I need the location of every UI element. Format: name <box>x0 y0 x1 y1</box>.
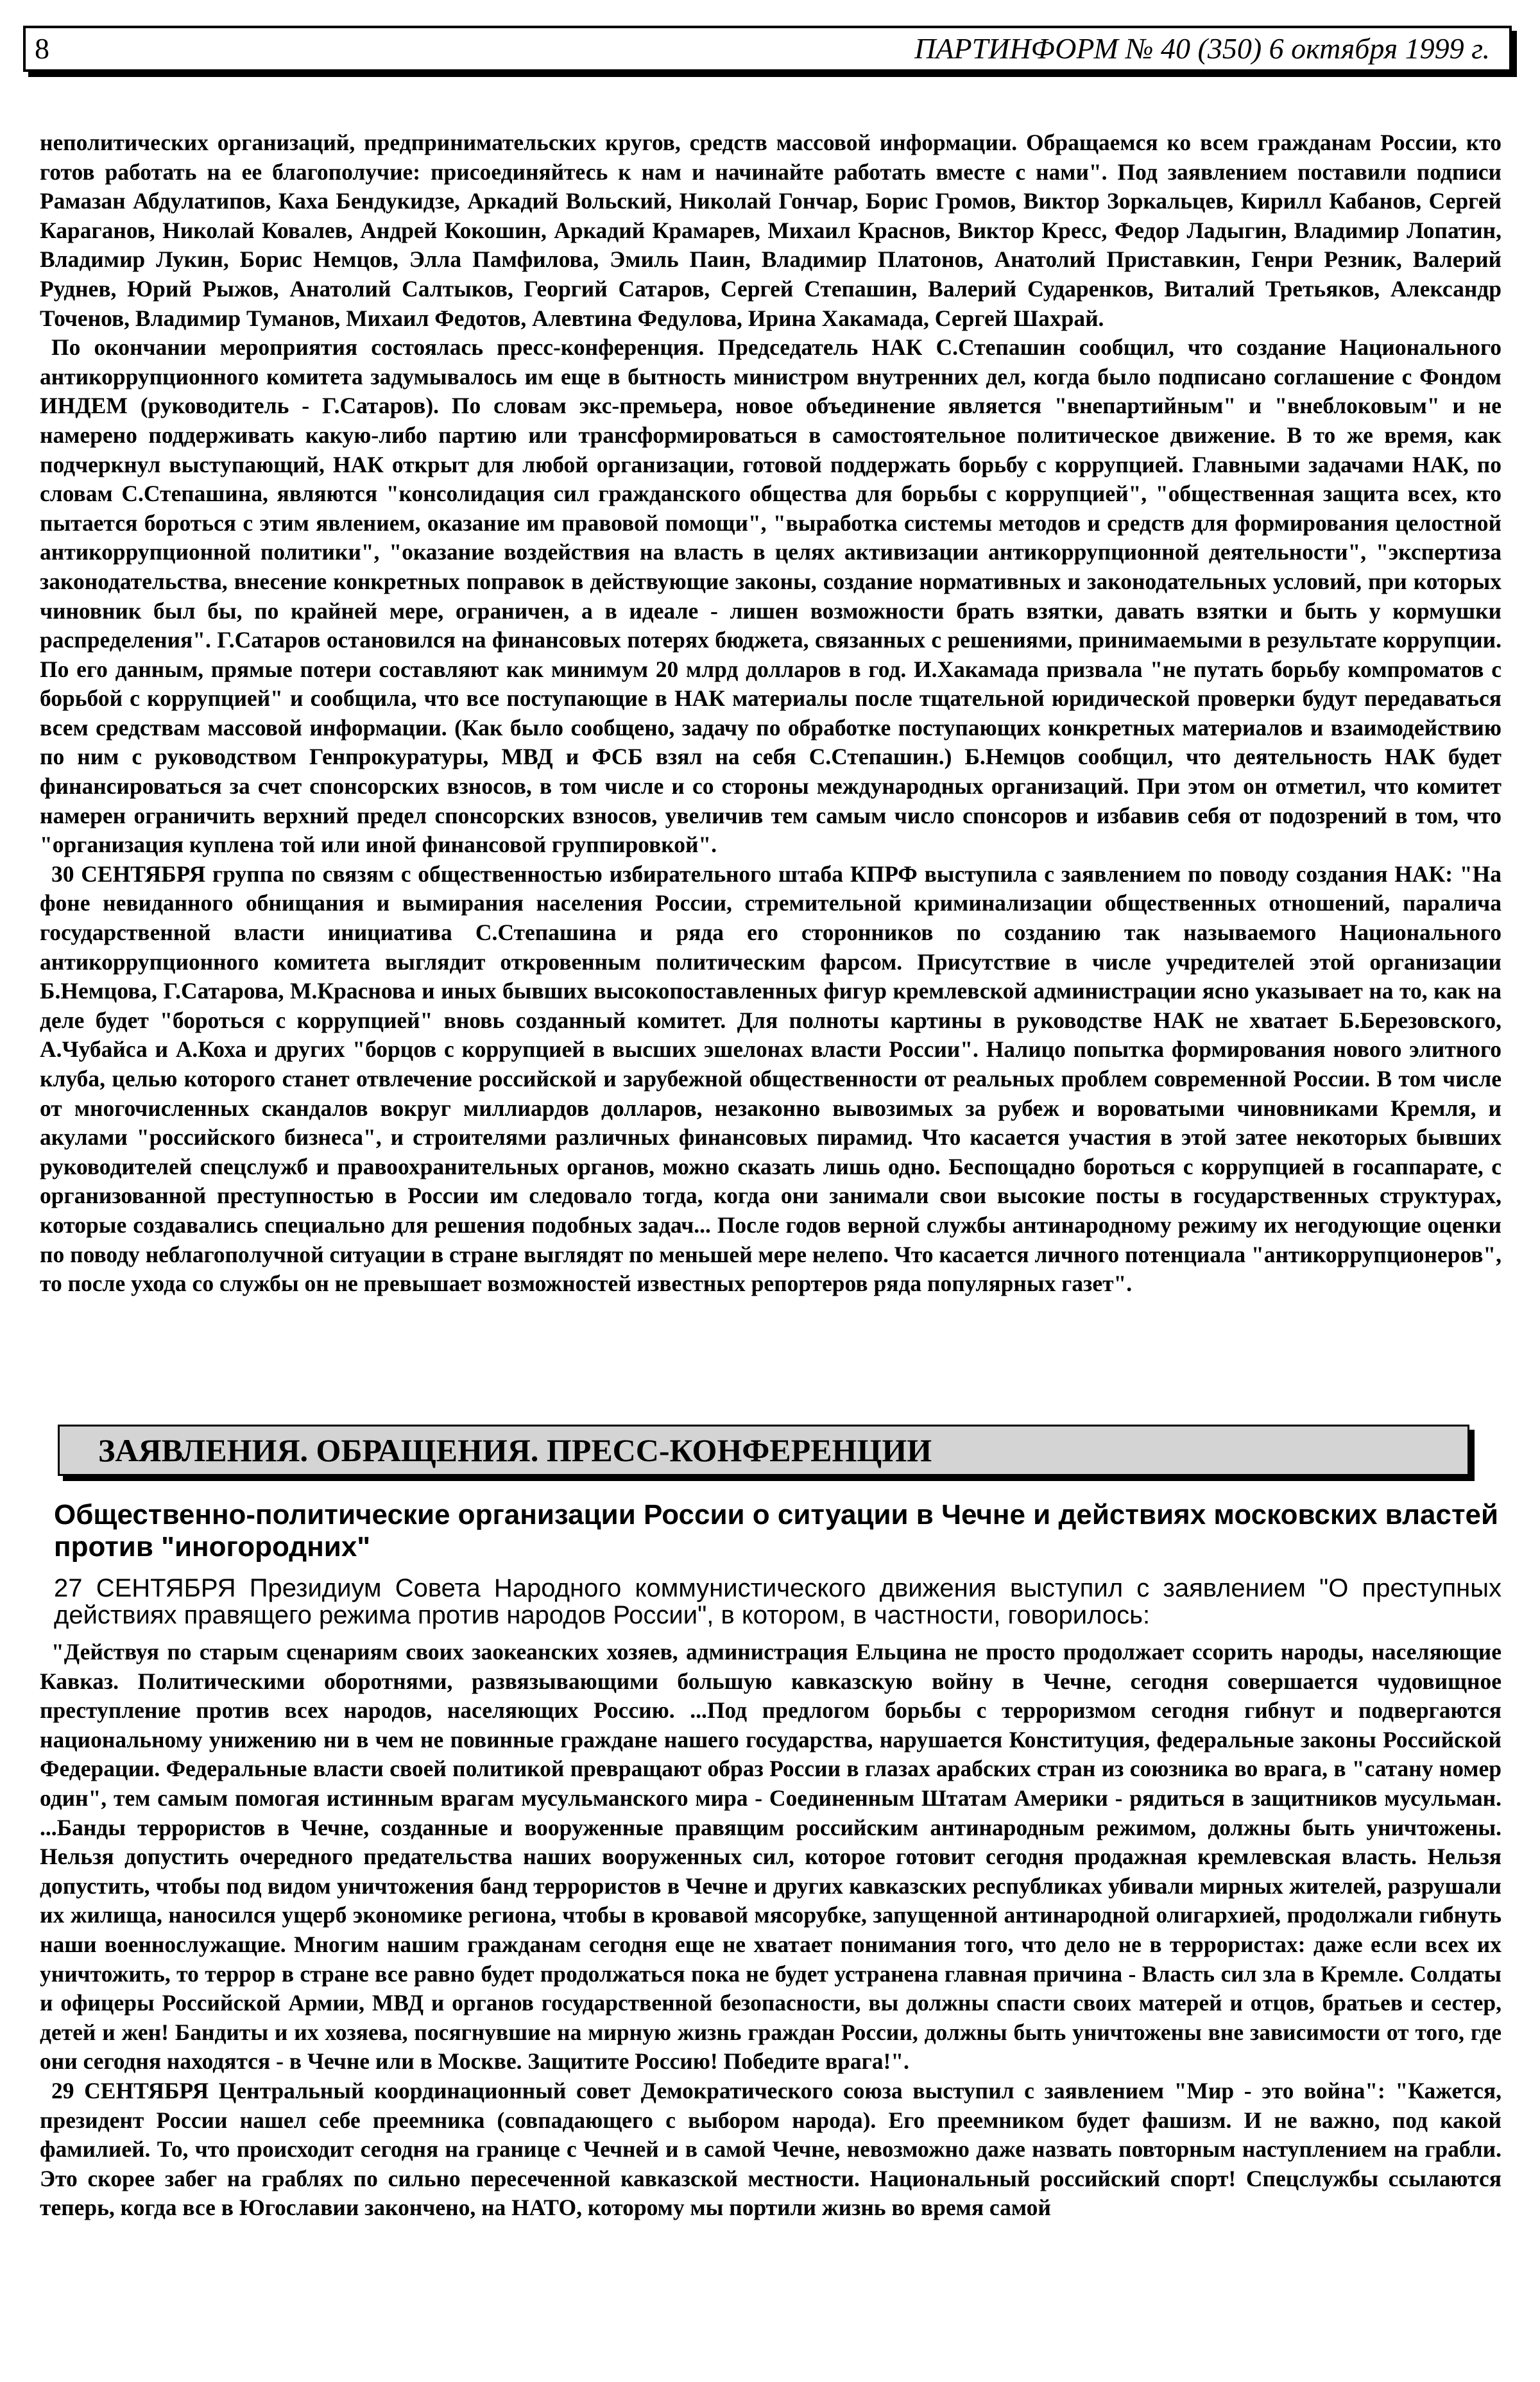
continued-article <box>40 128 1502 1299</box>
page-number: 8 <box>35 32 49 65</box>
article-title: Общественно-политические организации России о ситуации в Чечне и действиях московских властей против "иногородних" <box>54 1499 1499 1563</box>
article-lead: 27 СЕНТЯБРЯ Президиум Совета Народного коммунистического движения выступил с заявлением "О преступных действиях правящего режима против народов России", в котором, в частности, говорилось: <box>54 1574 1502 1629</box>
paragraph: По окончании мероприятия состоялась пресс-конференция. Председатель НАК С.Степашин сообщил, что создание Национального антикоррупционного комитета задумывалось им еще в бытность министром внутренних дел, когда было подписано соглашение с Фондом ИНДЕМ (руководитель - Г.Сатаров). По словам экс-премьера, новое объединение является "внепартийным" и "внеблоковым" и не намерено поддерживать какую-либо партию или трансформироваться в самостоятельное политическое движение. В то же время, как подчеркнул выступающий, НАК открыт для любой организации, готовой поддержать борьбу с коррупцией. Главными задачами НАК, по словам С.Степашина, являются "консолидация сил гражданского общества для борьбы с коррупцией", "общественная защита всех, кто пытается бороться с этим явлением, оказание им правовой помощи", "выработка системы методов и средств для формирования целостной антикоррупционной политики", "оказание воздействия на власть в целях активизации антикоррупционной деятельности", "экспертиза законодательства, внесение конкретных поправок в действующие законы, создание нормативных и законодательных условий, при которых чиновник был бы, по крайней мере, ограничен, а в идеале - лишен возможности брать взятки, давать взятки и быть у кормушки распределения". Г.Сатаров остановился на финансовых потерях бюджета, связанных с решениями, принимаемыми в результате коррупции. По его данным, прямые потери составляют как минимум 20 млрд долларов в год. И.Хакамада призвала "не путать борьбу компроматов с борьбой с коррупцией" и сообщила, что все поступающие в НАК материалы после тщательной юридической проверки будут передаваться всем средствам массовой информации. (Как было сообщено, задачу по обработке поступающих конкретных материалов и взаимодействию по ним с руководством Генпрокуратуры, МВД и ФСБ взял на себя С.Степашин.) Б.Немцов сообщил, что деятельность НАК будет финансироваться за счет спонсорских взносов, в том числе и со стороны международных организаций. При этом он отметил, что комитет намерен ограничить верхний предел спонсорских взносов, увеличив тем самым число спонсоров и избавив себя от подозрений в том, что "организация куплена той или иной финансовой группировкой". <box>40 334 1502 858</box>
section-heading-bar <box>58 1425 1469 1476</box>
paragraph: 29 СЕНТЯБРЯ Центральный координационный совет Демократического союза выступил с заявлением "Мир - это война": "Кажется, президент России нашел себе преемника (совпадающего с выбором народа). Его преемником будет фашизм. И не важно, под какой фамилией. То, что происходит сегодня на границе с Чечней и в самой Чечне, невозможно даже назвать повторным наступлением на грабли. Это скорее забег на граблях по сильно пересеченной кавказской местности. Национальный российский спорт! Спецслужбы ссылаются теперь, когда все в Югославии закончено, на НАТО, которому мы портили жизнь во время самой <box>40 2077 1502 2221</box>
paragraph: "Действуя по старым сценариям своих заокеанских хозяев, администрация Ельцина не просто продолжает ссорить народы, населяющие Кавказ. Политическими оборотнями, развязывающими большую кавказскую войну в Чечне, сегодня совершается чудовищное преступление против всех народов, населяющих Россию. ...Под предлогом борьбы с терроризмом сегодня гибнут и подвергаются национальному унижению ни в чем не повинные граждане нашего государства, нарушается Конституция, федеральные законы Российской Федерации. Федеральные власти своей политикой превращают образ России в глазах арабских стран из союзника во врага, в "сатану номер один", тем самым помогая истинным врагам мусульманского мира - Соединенным Штатам Америки - рядиться в защитников мусульман. ...Банды террористов в Чечне, созданные и вооруженные правящим российским антинародным режимом, должны быть уничтожены. Нельзя допустить очередного предательства наших вооруженных сил, которое готовит сегодня продажная кремлевская власть. Нельзя допустить, чтобы под видом уничтожения банд террористов в Чечне и других кавказских республиках убивали мирных жителей, разрушали их жилища, наносился ущерб экономике региона, чтобы в кровавой мясорубке, запущенной антинародной олигархией, продолжали гибнуть наши военнослужащие. Многим нашим гражданам сегодня еще не хватает понимания того, что дело не в террористах: даже если всех их уничтожить, то террор в стране все равно будет продолжаться пока не будет устранена главная причина - Власть сил зла в Кремле. Солдаты и офицеры Российской Армии, МВД и органов государственной безопасности, вы должны спасти своих матерей и отцов, братьев и сестер, детей и жен! Бандиты и их хозяева, посягнувшие на мирную жизнь граждан России, должны быть уничтожены вне зависимости от того, где они сегодня находятся - в Чечне или в Москве. Защитите Россию! Победите врага!". <box>40 1639 1502 2075</box>
page-header <box>23 26 1512 72</box>
section-heading: ЗАЯВЛЕНИЯ. ОБРАЩЕНИЯ. ПРЕСС-КОНФЕРЕНЦИИ <box>98 1432 932 1468</box>
paragraph: 30 СЕНТЯБРЯ группа по связям с общественностью избирательного штаба КПРФ выступила с заявлением по поводу создания НАК: "На фоне невиданного обнищания и вымирания населения России, стремительной криминализации общественных отношений, паралича государственной власти инициатива С.Степашина и ряда его сторонников по созданию так называемого Национального антикоррупционного комитета выглядит откровенным политическим фарсом. Присутствие в числе учредителей этой организации Б.Немцова, Г.Сатарова, М.Краснова и иных бывших высокопоставленных фигур кремлевской администрации ясно указывает на то, как на деле будет "бороться с коррупцией" вновь созданный комитет. Для полноты картины в руководстве НАК не хватает Б.Березовского, А.Чубайса и А.Коха и других "борцов с коррупцией в высших эшелонах власти России". Налицо попытка формирования нового элитного клуба, целью которого станет отвлечение российской и зарубежной общественности от реальных проблем современной России. В том числе от многочисленных скандалов вокруг миллиардов долларов, незаконно вывозимых за рубеж и вороватыми чиновниками Кремля, и акулами "российского бизнеса", и строителями различных финансовых пирамид. Что касается участия в этой затее некоторых бывших руководителей спецслужб и правоохранительных органов, можно сказать лишь одно. Беспощадно бороться с коррупцией в госаппарате, с организованной преступностью в России им следовало тогда, когда они занимали свои высокие посты в государственных структурах, которые создавались специально для решения подобных задач... После годов верной службы антинародному режиму их негодующие оценки по поводу неблагополучной ситуации в стране выглядят по меньшей мере нелепо. Что касается личного потенциала "антикоррупционеров", то после ухода со службы он не превышает возможностей известных репортеров ряда популярных газет". <box>40 861 1502 1297</box>
article-body <box>40 1638 1502 2223</box>
issue-title: ПАРТИНФОРМ № 40 (350) 6 октября 1999 г. <box>914 32 1490 65</box>
paragraph: неполитических организаций, предпринимательских кругов, средств массовой информации. Обращаемся ко всем гражданам России, кто готов работать на ее благополучие: присоединяйтесь к нам и начинайте работать вместе с нами". Под заявлением поставили подписи Рамазан Абдулатипов, Каха Бендукидзе, Аркадий Вольский, Николай Гончар, Борис Громов, Виктор Зоркальцев, Кирилл Кабанов, Сергей Караганов, Николай Ковалев, Андрей Кокошин, Аркадий Крамарев, Михаил Краснов, Виктор Кресс, Федор Ладыгин, Владимир Лопатин, Владимир Лукин, Борис Немцов, Элла Памфилова, Эмиль Паин, Владимир Платонов, Анатолий Приставкин, Генри Резник, Валерий Руднев, Юрий Рыжов, Анатолий Салтыков, Георгий Сатаров, Сергей Степашин, Валерий Сударенков, Виталий Третьяков, Александр Точенов, Владимир Туманов, Михаил Федотов, Алевтина Федулова, Ирина Хакамада, Сергей Шахрай. <box>40 130 1502 331</box>
